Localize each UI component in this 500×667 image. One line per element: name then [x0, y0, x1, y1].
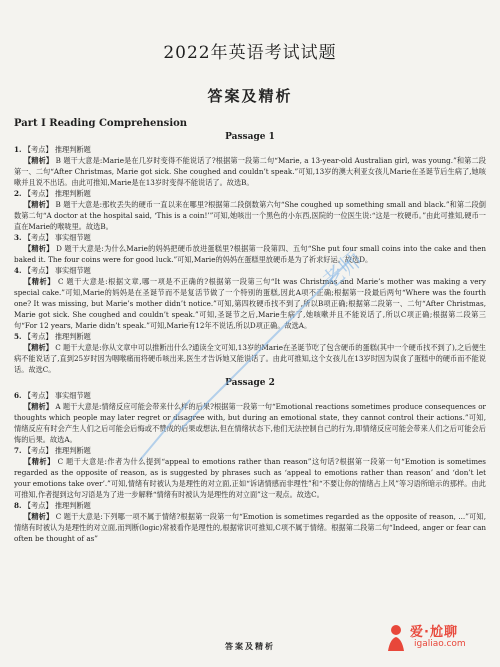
logo-icon	[384, 623, 408, 653]
question-tag	[14, 445, 486, 456]
question-number: 4.	[14, 266, 22, 275]
analysis-label: 【精析】	[24, 343, 53, 352]
passage-2-heading: Passage 2	[225, 378, 275, 388]
page-footer: 答案及精析	[225, 641, 275, 651]
watermark-text: 老师	[317, 247, 368, 295]
question-tag	[14, 232, 486, 243]
analysis-label: 【精析】	[24, 277, 56, 286]
answer-item	[14, 232, 486, 265]
exam-title: 2022年英语考试试题	[163, 43, 337, 63]
analysis-body: C 题干大意是:你从文章中可以推断出什么?通读全文可知,13岁的Marie在圣诞节吃了包含硬币的蛋糕(其中一个硬币找不到了),之后便生病不能说话了,直到25岁时因为咽喉痛而将硬币咳出来,医生才告诉她又能说话了。由此可推知,这个女孩儿在13岁时因为误食了蛋糕中的硬币而不能说话。故选C。	[14, 343, 486, 374]
analysis-body: B 题干大意是:那枚丢失的硬币一直以来在哪里?根据第二段倒数第六句“She coughed up something small and black.”和第二段倒数第二句“A doctor at the hospital said, ‘This is a coin!’”可知,她咳出一个黑色的小东西,医院的一位医生说:“这是一枚硬币。”由此可推知,硬币一直在Marie的喉咙里。故选B。	[14, 200, 486, 231]
question-number: 6.	[14, 391, 22, 400]
answer-item	[14, 445, 486, 500]
answer-item	[14, 265, 486, 331]
part-heading: Part Ⅰ Reading Comprehension	[14, 118, 188, 129]
analysis-label: 【精析】	[24, 200, 54, 209]
question-type: 【考点】 事实细节题	[23, 391, 91, 400]
analysis-body: B 题干大意是:Marie是在几岁时变得不能说话了?根据第一段第二句“Marie, a 13-year-old Australian girl, was young.”和第二段第一、二句“After Christmas, Marie got sick. She coughed and couldn’t speak.”可知,13岁的澳大利亚女孩儿Marie在圣诞节后生病了,她咳嗽并且说不出话。由此可推知,Marie是在13岁时变得不能说话了。故选B。	[14, 156, 486, 187]
analysis-text	[14, 199, 486, 232]
question-number: 2.	[14, 189, 22, 198]
logo-brand: 爱·尬聊	[410, 625, 458, 640]
answer-item	[14, 390, 486, 445]
question-tag	[14, 265, 486, 276]
question-type: 【考点】 推理判断题	[23, 332, 91, 341]
answer-item	[14, 144, 486, 188]
passage-1-heading: Passage 1	[225, 132, 275, 142]
analysis-body: C 题干大意是:下列哪一项不属于情绪?根据第一段第一句“Emotion is sometimes regarded as the opposite of reason, ...”可知,情绪有时被认为是理性的对立面,而判断(logic)常被看作是理性的,根据常识可推知,C项不属于情绪。根据第二段第二句“Indeed, anger or fear can often be thought of as”	[14, 512, 486, 543]
analysis-text	[14, 511, 486, 544]
analysis-label: 【精析】	[24, 402, 53, 411]
analysis-text	[14, 401, 486, 445]
question-type: 【考点】 事实细节题	[23, 266, 91, 275]
question-type: 【考点】 推理判断题	[23, 189, 91, 198]
passage-2-answers	[0, 390, 500, 544]
analysis-body: A 题干大意是:情绪反应可能会带来什么样的后果?根据第一段第一句“Emotional reactions sometimes produce consequences or thoughts which people may later regret or disagree with, but during an emotional state, they cannot control their actions.”可知,情绪反应有时会产生人们之后可能会后悔或不赞成的后果或想法,但在情绪状态下,他们无法控制自己的行为,即情绪反应可能会带来人们之后可能会后悔的后果。故选A。	[14, 402, 486, 444]
analysis-text	[14, 342, 486, 375]
question-number: 7.	[14, 446, 22, 455]
question-tag	[14, 500, 486, 511]
answer-item	[14, 331, 486, 375]
analysis-body: C 题干大意是:根据文章,哪一项是不正确的?根据第一段第三句“It was Christmas and Marie’s mother was making a very special cake.”可知,Marie的妈妈是在圣诞节而不是复活节做了一个特别的蛋糕,因此A项不正确;根据第一段最后两句“Where was the fourth one? It was missing, but Marie’s mother didn’t notice.”可知,第四枚硬币找不到了,所以B项正确;根据第二段第一、二句“After Christmas, Marie got sick. She coughed and couldn’t speak.”可知,圣诞节之后,Marie生病了,她咳嗽并且不能说话了,所以C项正确;根据第二段第三句“For 12 years, Marie didn’t speak.”可知,Marie有12年不说话,所以D项正确。故选A。	[14, 277, 486, 330]
question-tag	[14, 144, 486, 155]
question-tag	[14, 390, 486, 401]
question-type: 【考点】 推理判断题	[23, 446, 91, 455]
analysis-label: 【精析】	[24, 457, 55, 466]
analysis-text	[14, 276, 486, 331]
analysis-text	[14, 456, 486, 500]
analysis-text	[14, 155, 486, 188]
question-tag	[14, 331, 486, 342]
site-logo[interactable]	[384, 617, 494, 661]
question-type: 【考点】 推理判断题	[23, 501, 91, 510]
passage-1-answers	[0, 144, 500, 375]
analysis-label: 【精析】	[24, 512, 54, 521]
analysis-label: 【精析】	[24, 244, 54, 253]
question-number: 5.	[14, 332, 22, 341]
analysis-text	[14, 243, 486, 265]
question-number: 1.	[14, 145, 22, 154]
question-type: 【考点】 事实细节题	[23, 233, 91, 242]
question-tag	[14, 188, 486, 199]
answer-item	[14, 500, 486, 544]
question-number: 8.	[14, 501, 22, 510]
analysis-body: D 题干大意是:为什么Marie的妈妈把硬币放进蛋糕里?根据第一段第四、五句“She put four small coins into the cake and then baked it. The four coins were for good luck.”可知,Marie的妈妈在蛋糕里放硬币是为了祈求好运。故选D。	[14, 244, 486, 264]
question-type: 【考点】 推理判断题	[23, 145, 91, 154]
logo-url: igaliao.com	[414, 639, 466, 649]
answer-item	[14, 188, 486, 232]
analysis-body: C 题干大意是:作者为什么提到“appeal to emotions rather than reason”这句话?根据第一段第一句“Emotion is sometimes regarded as the opposite of reason, as is suggested by phrases such as ‘appeal to emotions rather than reason’ and ‘don’t let your emotions take over’.”可知,情绪有时被认为是理性的对立面,正如“诉诸情感而非理性”和“不要让你的情绪占上风”等习语所暗示的那样。由此可推知,作者提到这句习语是为了进一步解释“情绪有时被认为是理性的对立面”这一观点。故选C。	[14, 457, 486, 499]
answer-heading: 答案及精析	[207, 87, 293, 105]
question-number: 3.	[14, 233, 22, 242]
analysis-label: 【精析】	[24, 156, 54, 165]
